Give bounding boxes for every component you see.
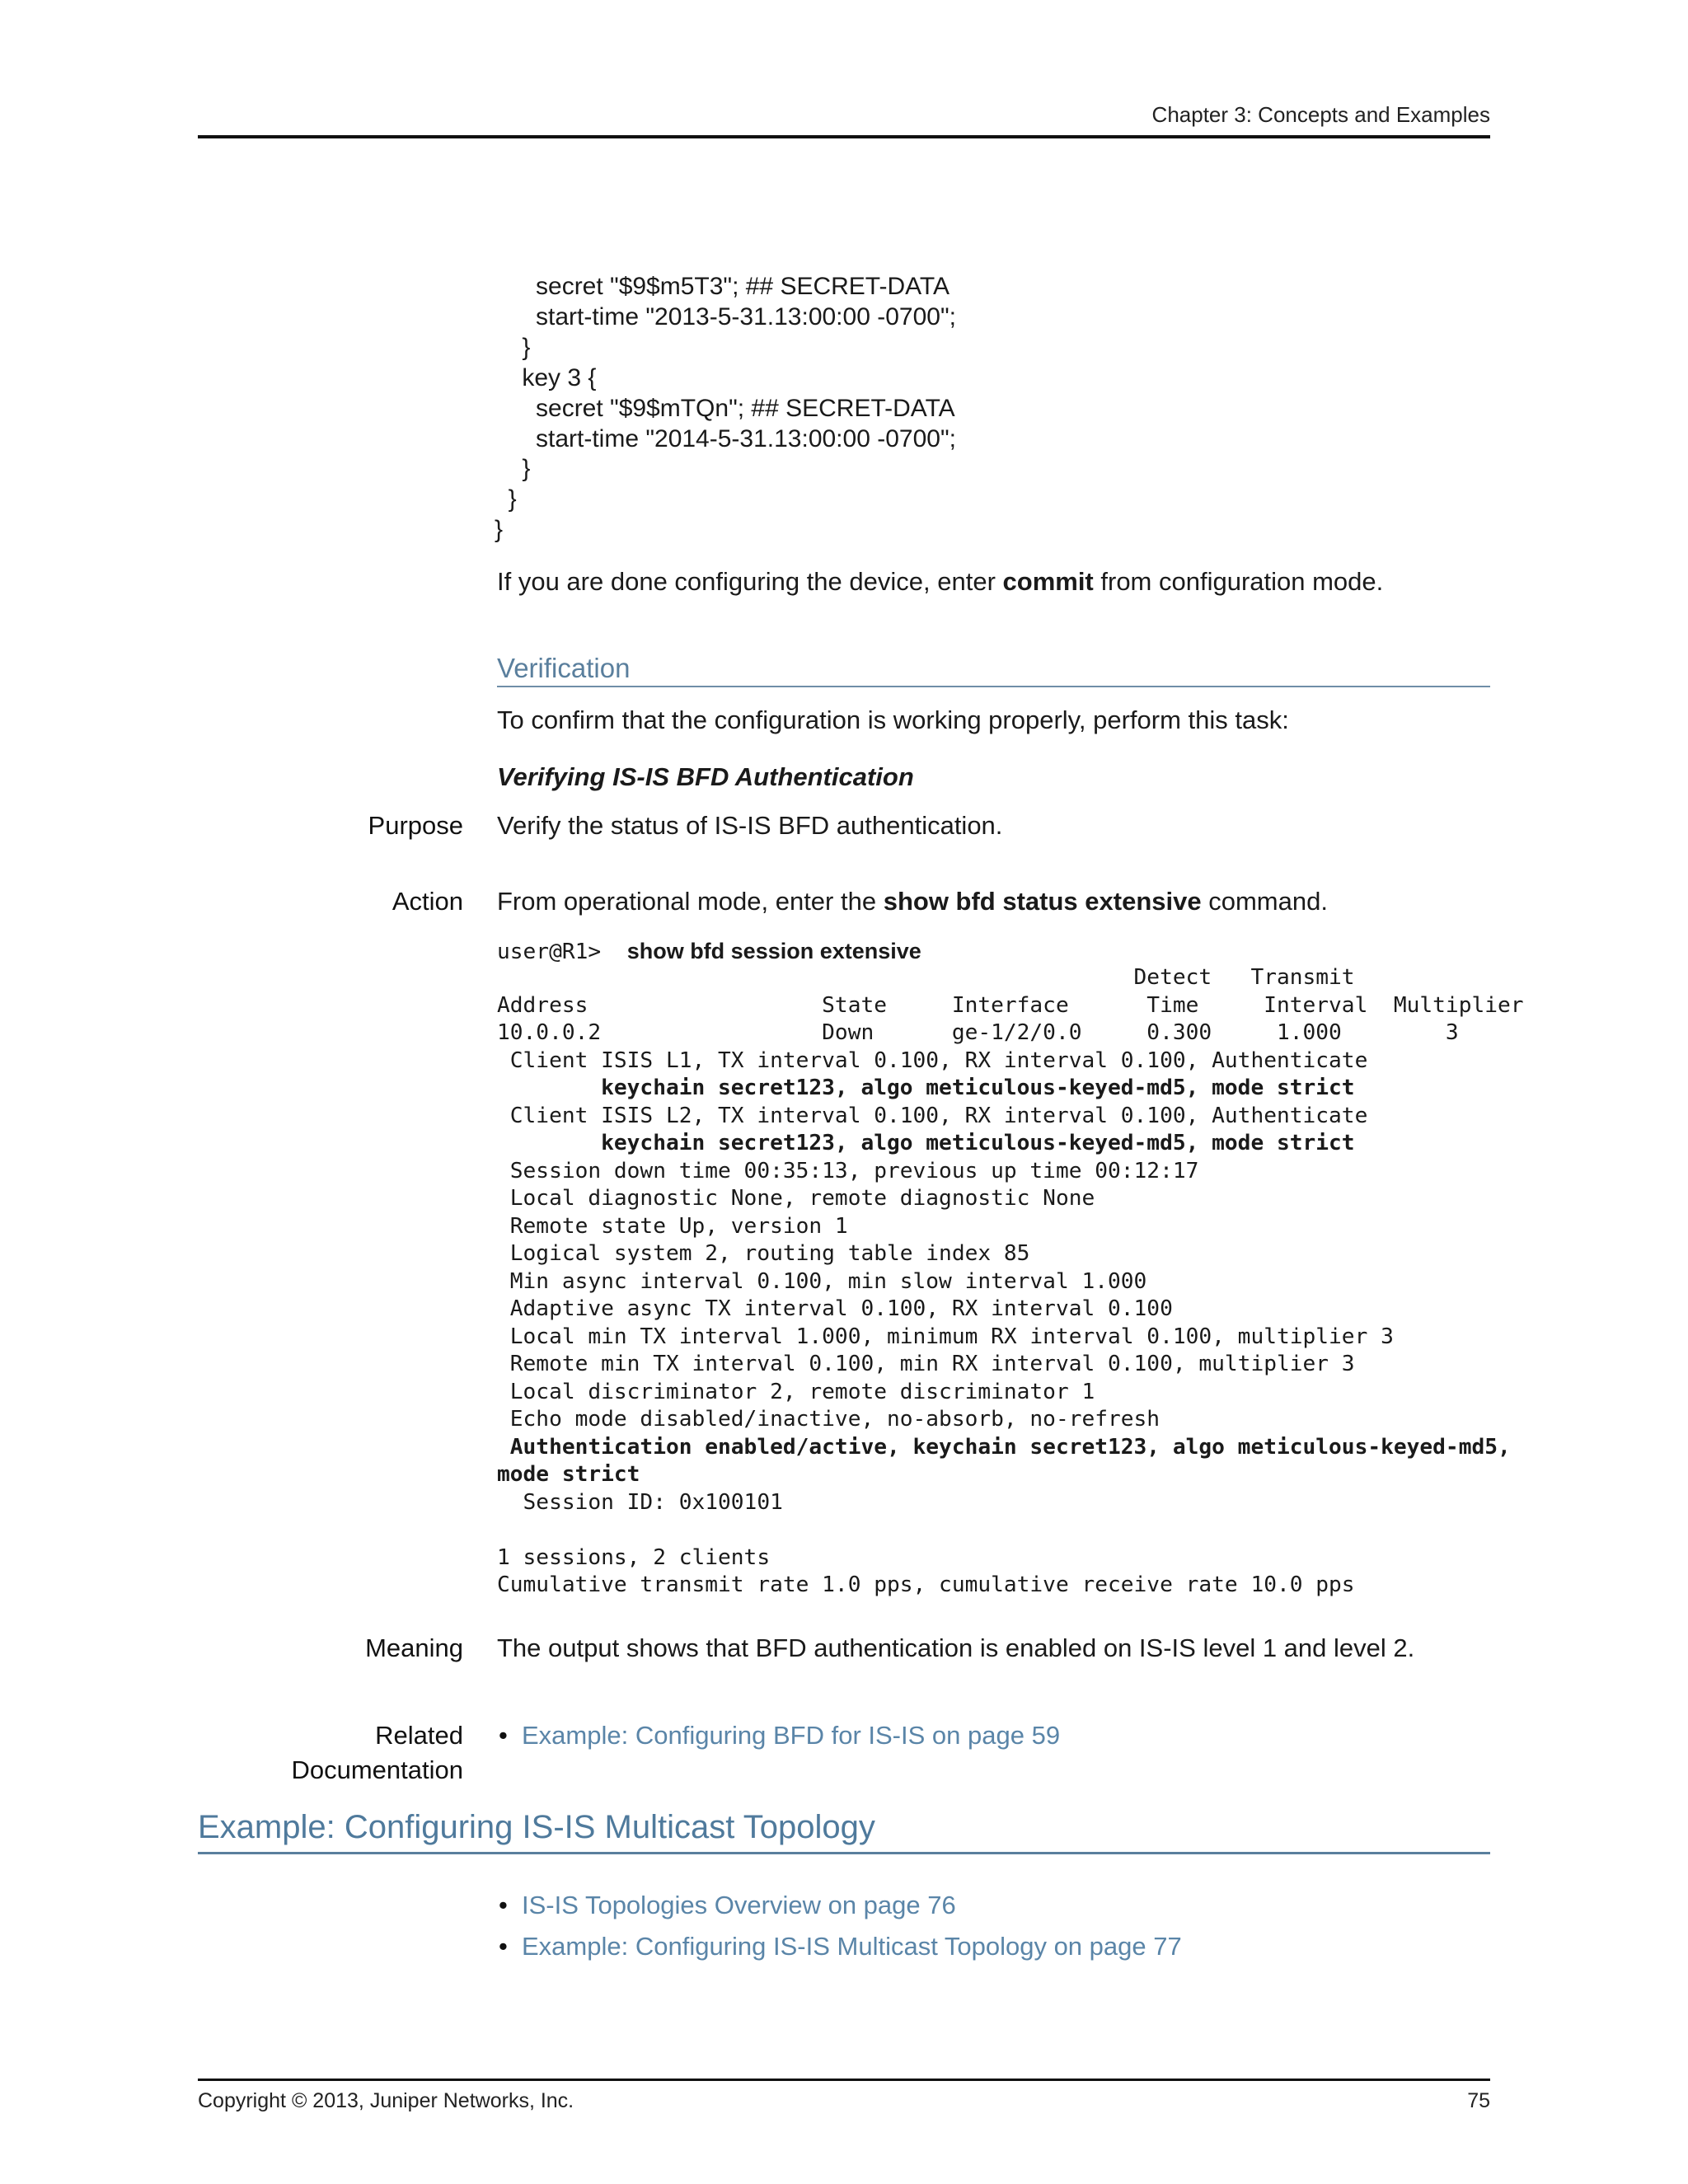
output-line: keychain secret123, algo meticulous-keyed-md5, mode strict xyxy=(497,1131,1355,1155)
config-snippet: secret "$9$m5T3"; ## SECRET-DATA start-time "2013-5-31.13:00:00 -0700"; } key 3 { secret "$9$mTQn"; ## SECRET-DATA start-time "2014-5-31.13:00:00 -0700"; } } } xyxy=(495,273,956,544)
output-line: Local discriminator 2, remote discriminator 1 xyxy=(497,1379,1095,1404)
output-line: Session ID: 0x100101 xyxy=(497,1489,783,1515)
output-line: Adaptive async TX interval 0.100, RX interval 0.100 xyxy=(497,1296,1173,1321)
output-line: mode strict xyxy=(497,1462,640,1487)
meaning-label: Meaning xyxy=(365,1633,463,1662)
commit-note: If you are done configuring the device, enter commit from configuration mode. xyxy=(497,567,1384,596)
page-header xyxy=(198,99,1490,138)
related-label: Related xyxy=(375,1721,463,1750)
cli-prompt: user@R1> show bfd session extensive xyxy=(497,939,921,964)
output-line: Address State Interface Time Interval Multiplier xyxy=(497,992,1524,1018)
output-line: keychain secret123, algo meticulous-keyed-md5, mode strict xyxy=(497,1076,1355,1100)
chapter-title: Chapter 3: Concepts and Examples xyxy=(1151,102,1490,127)
meaning-text: The output shows that BFD authentication is enabled on IS-IS level 1 and level 2. xyxy=(497,1633,1415,1662)
verification-heading: Verification xyxy=(497,653,1490,687)
section-heading: Example: Configuring IS-IS Multicast Topology xyxy=(198,1809,1490,1854)
output-line: Cumulative transmit rate 1.0 pps, cumulative receive rate 10.0 pps xyxy=(497,1572,1355,1597)
page-footer xyxy=(198,2079,1490,2114)
section-links xyxy=(497,1891,1182,1961)
output-line: Logical system 2, routing table index 85 xyxy=(497,1241,1030,1266)
cli-command: show bfd session extensive xyxy=(626,939,921,963)
output-line: Detect Transmit xyxy=(497,965,1355,990)
output-line: Local min TX interval 1.000, minimum RX interval 0.100, multiplier 3 xyxy=(497,1324,1394,1349)
link-multicast-topology[interactable]: • Example: Configuring IS-IS Multicast Topology on page 77 xyxy=(497,1932,1182,1961)
action-text: From operational mode, enter the show bfd status extensive command. xyxy=(497,887,1328,916)
documentation-label: Documentation xyxy=(291,1755,463,1784)
output-line: Echo mode disabled/inactive, no-absorb, no-refresh xyxy=(497,1407,1160,1432)
copyright: Copyright © 2013, Juniper Networks, Inc. xyxy=(198,2089,574,2112)
page-number: 75 xyxy=(1467,2089,1490,2112)
cli-output xyxy=(497,964,1524,1600)
output-line: Authentication enabled/active, keychain secret123, algo meticulous-keyed-md5, xyxy=(497,1434,1511,1460)
verification-intro: To confirm that the configuration is working properly, perform this task: xyxy=(497,705,1289,734)
link-topologies-overview[interactable]: • IS-IS Topologies Overview on page 76 xyxy=(497,1891,1182,1920)
output-line: Session down time 00:35:13, previous up time 00:12:17 xyxy=(497,1158,1199,1183)
related-link-bfd-isis[interactable]: • Example: Configuring BFD for IS-IS on page 59 xyxy=(497,1721,1060,1750)
output-line: 10.0.0.2 Down ge-1/2/0.0 0.300 1.000 3 xyxy=(497,1020,1459,1045)
output-line: Remote min TX interval 0.100, min RX interval 0.100, multiplier 3 xyxy=(497,1352,1355,1376)
related-links xyxy=(497,1721,1060,1750)
action-label: Action xyxy=(392,887,463,916)
output-line: Min async interval 0.100, min slow interval 1.000 xyxy=(497,1268,1147,1294)
output-line: Remote state Up, version 1 xyxy=(497,1213,848,1239)
purpose-label: Purpose xyxy=(368,811,463,840)
action-command: show bfd status extensive xyxy=(883,887,1202,916)
purpose-text: Verify the status of IS-IS BFD authentication. xyxy=(497,811,1003,840)
output-line: Local diagnostic None, remote diagnostic None xyxy=(497,1186,1095,1211)
output-line: Client ISIS L2, TX interval 0.100, RX interval 0.100, Authenticate xyxy=(497,1103,1368,1128)
commit-command: commit xyxy=(1002,567,1094,596)
output-line: Client ISIS L1, TX interval 0.100, RX interval 0.100, Authenticate xyxy=(497,1047,1368,1073)
output-line: 1 sessions, 2 clients xyxy=(497,1544,771,1570)
task-title: Verifying IS-IS BFD Authentication xyxy=(497,762,914,791)
